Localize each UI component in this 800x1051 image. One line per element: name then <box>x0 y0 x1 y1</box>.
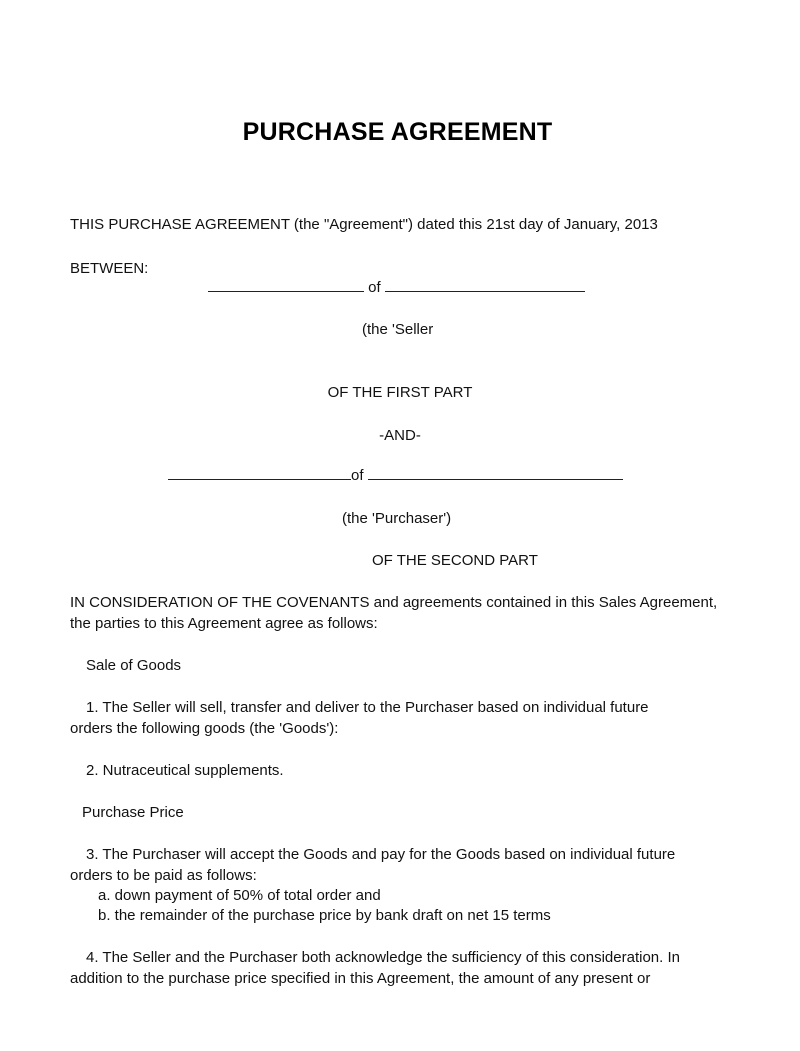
and-label: -AND- <box>379 427 421 444</box>
consideration-line-2: the parties to this Agreement agree as follows: <box>70 615 378 632</box>
party1-address-blank <box>385 277 585 292</box>
item-4-line-2: addition to the purchase price specified in this Agreement, the amount of any present or <box>70 970 651 987</box>
intro-text: THIS PURCHASE AGREEMENT (the "Agreement") dated this 21st day of January, 2013 <box>70 216 658 233</box>
document-title: PURCHASE AGREEMENT <box>242 118 553 146</box>
item-1-line-1: 1. The Seller will sell, transfer and deliver to the Purchaser based on individual future <box>86 699 649 716</box>
purchaser-label: (the 'Purchaser') <box>342 510 452 527</box>
item-3-line-2: orders to be paid as follows: <box>70 867 257 884</box>
heading-sale-of-goods: Sale of Goods <box>86 657 182 674</box>
item-2: 2. Nutraceutical supplements. <box>86 762 284 779</box>
party1-line <box>208 277 585 299</box>
between-label: BETWEEN: <box>70 260 149 277</box>
second-part-label: OF THE SECOND PART <box>372 552 538 569</box>
item-3-line-1: 3. The Purchaser will accept the Goods and pay for the Goods based on individual future <box>86 846 676 863</box>
consideration-line-1: IN CONSIDERATION OF THE COVENANTS and agreements contained in this Sales Agreement, <box>70 594 718 611</box>
item-1-line-2: orders the following goods (the 'Goods'): <box>70 720 339 737</box>
seller-label: (the 'Seller <box>362 321 434 338</box>
party1-name-blank <box>208 277 364 292</box>
party1-of: of <box>368 279 381 296</box>
first-part-label: OF THE FIRST PART <box>327 384 473 401</box>
party2-of: of <box>351 467 364 484</box>
item-3b: b. the remainder of the purchase price by bank draft on net 15 terms <box>98 907 551 924</box>
party2-address-blank <box>368 465 623 480</box>
heading-purchase-price: Purchase Price <box>82 804 184 821</box>
party2-line <box>168 465 623 487</box>
item-4-line-1: 4. The Seller and the Purchaser both acknowledge the sufficiency of this consideration. In <box>86 949 680 966</box>
party2-name-blank <box>168 465 351 480</box>
item-3a: a. down payment of 50% of total order and <box>98 887 381 904</box>
